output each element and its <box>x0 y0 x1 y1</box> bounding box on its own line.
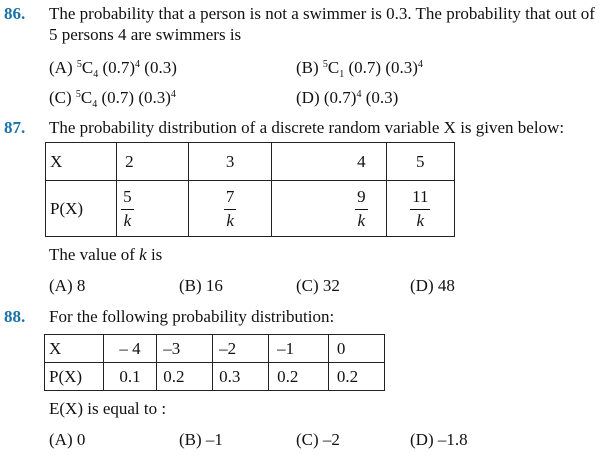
table-cell: 0.1 <box>103 363 157 391</box>
table-cell <box>386 181 454 237</box>
option-text: (0.7) (0.3) <box>97 88 171 107</box>
table-cell: 2 <box>117 143 189 181</box>
question-number-88: 88. <box>4 307 26 326</box>
question-88-text: For the following probability distribution: <box>49 307 335 326</box>
table-cell: P(X) <box>46 181 117 237</box>
q86-option-d[interactable] <box>296 88 398 108</box>
table-cell: 3 <box>189 143 272 181</box>
q88-distribution-table <box>44 334 385 391</box>
option-label: (A) <box>49 58 73 77</box>
fraction: $\frac{9}{k}$ <box>357 186 366 230</box>
table-cell: X <box>46 143 117 181</box>
table-cell: 5 <box>386 143 454 181</box>
option-label: (C) <box>49 88 72 107</box>
option-text: (0.3) <box>140 58 177 77</box>
table-cell: 0.2 <box>157 363 213 391</box>
question-86-text-line2: 5 persons 4 are swimmers is <box>49 25 242 44</box>
table-cell: X <box>45 335 104 363</box>
table-cell <box>189 181 272 237</box>
table-row <box>46 181 455 237</box>
question-number-87: 87. <box>4 118 26 137</box>
question-number-86: 86. <box>4 4 26 23</box>
table-cell: 0.2 <box>269 363 329 391</box>
q88-option-a[interactable]: (A) 0 <box>49 430 86 449</box>
superscript: 4 <box>170 89 176 100</box>
fraction: $\frac{5}{k}$ <box>123 186 132 230</box>
table-cell: 4 <box>272 143 386 181</box>
table-row <box>45 363 385 391</box>
q87-option-a[interactable]: (A) 8 <box>49 276 86 295</box>
table-cell: P(X) <box>45 363 104 391</box>
table-cell: – 4 <box>103 335 157 363</box>
question-86-text-line1: The probability that a person is not a swimmer is 0.3. The probability that out of <box>49 4 595 23</box>
q87-option-b[interactable]: (B) 16 <box>179 276 223 295</box>
option-label: (B) <box>296 58 319 77</box>
combination-symbol: C <box>327 58 340 77</box>
subscript: 1 <box>339 69 345 80</box>
q88-option-c[interactable]: (C) –2 <box>296 430 340 449</box>
option-label: (D) <box>296 88 320 107</box>
subscript: 4 <box>92 99 98 110</box>
superscript: 5 <box>75 89 81 100</box>
superscript: 4 <box>135 59 141 70</box>
subscript: 4 <box>93 69 99 80</box>
q88-option-b[interactable]: (B) –1 <box>179 430 223 449</box>
superscript: 5 <box>322 59 328 70</box>
option-text: (0.3) <box>361 88 399 107</box>
table-cell <box>272 181 386 237</box>
table-cell: 0 <box>328 335 384 363</box>
table-header-row <box>45 335 385 363</box>
q88-option-d[interactable]: (D) –1.8 <box>410 430 468 449</box>
table-cell: –2 <box>213 335 269 363</box>
table-header-row <box>46 143 455 181</box>
q87-option-d[interactable]: (D) 48 <box>410 276 455 295</box>
option-text: (0.7) <box>98 58 136 77</box>
table-cell: –1 <box>269 335 329 363</box>
combination-symbol: C <box>80 88 93 107</box>
option-text: (0.7) <box>319 88 357 107</box>
superscript: 4 <box>356 89 362 100</box>
q88-expectation-text: E(X) is equal to : <box>49 399 167 418</box>
q86-option-c[interactable] <box>49 88 176 108</box>
fraction: $\frac{7}{k}$ <box>225 186 235 230</box>
table-cell <box>117 181 189 237</box>
q86-option-a[interactable] <box>49 58 177 78</box>
q87-value-text: The value of k is <box>49 245 163 264</box>
combination-symbol: C <box>81 58 94 77</box>
option-text: (0.7) (0.3) <box>344 58 418 77</box>
question-87-text: The probability distribution of a discrete random variable X is given below: <box>49 118 565 137</box>
q86-option-b[interactable] <box>296 58 423 78</box>
fraction: $\frac{11}{k}$ <box>412 186 429 230</box>
table-cell: 0.3 <box>213 363 269 391</box>
q87-distribution-table <box>45 142 455 237</box>
superscript: 4 <box>417 59 423 70</box>
q87-option-c[interactable]: (C) 32 <box>296 276 340 295</box>
table-cell: 0.2 <box>328 363 384 391</box>
superscript: 5 <box>76 59 82 70</box>
table-cell: –3 <box>157 335 213 363</box>
